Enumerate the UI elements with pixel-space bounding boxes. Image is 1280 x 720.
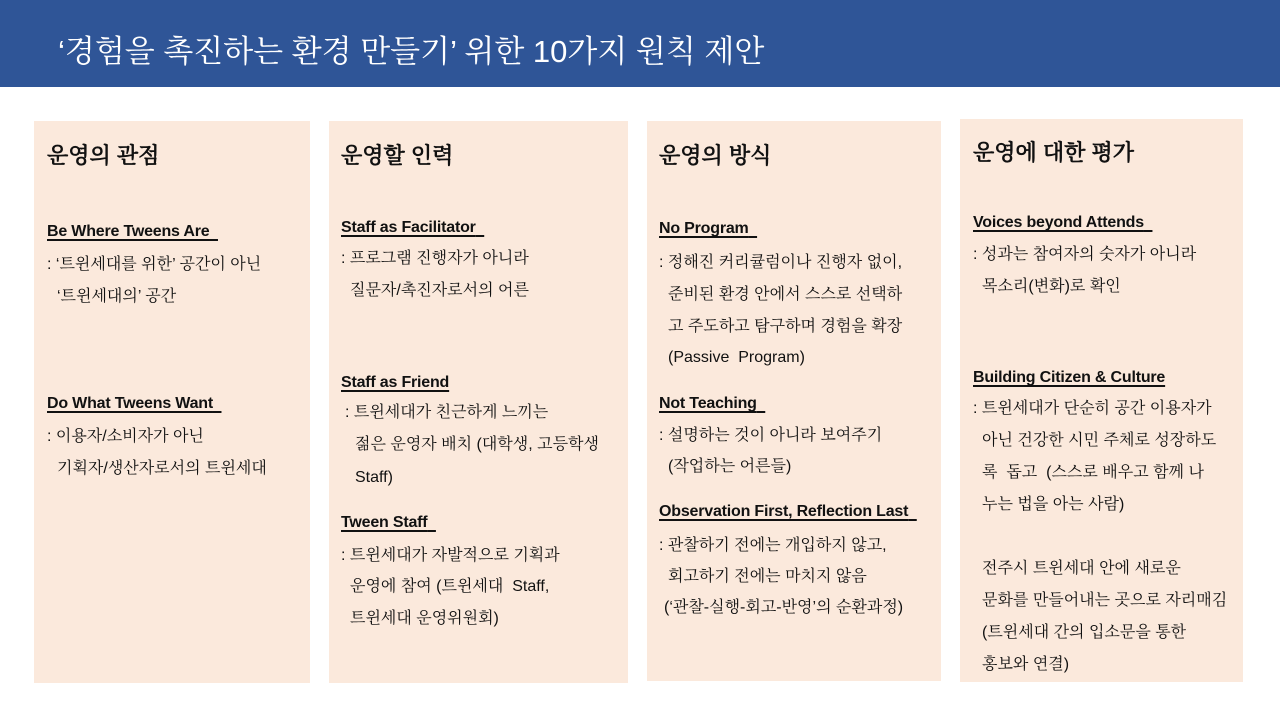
card-heading: 운영의 방식 bbox=[659, 143, 772, 168]
principle-description-line: 젊은 운영자 배치 (대학생, 고등학생 bbox=[355, 436, 599, 453]
principle-card-staffing bbox=[329, 121, 628, 683]
card-heading: 운영할 인력 bbox=[341, 143, 454, 168]
principle-description-line: : ‘트윈세대를 위한’ 공간이 아닌 bbox=[47, 256, 262, 273]
principle-title: Tween Staff bbox=[341, 514, 428, 531]
principle-card-method bbox=[647, 121, 941, 681]
principle-description-line: Staff) bbox=[355, 469, 393, 486]
card-heading: 운영의 관점 bbox=[47, 143, 160, 168]
principle-title: Do What Tweens Want bbox=[47, 395, 213, 412]
principle-title: Staff as Friend bbox=[341, 374, 450, 391]
principle-description-line: 록 돕고 (스스로 배우고 함께 나 bbox=[982, 464, 1204, 481]
principle-description-line: 준비된 환경 안에서 스스로 선택하 bbox=[668, 286, 903, 303]
principle-description-line: 기획자/생산자로서의 트윈세대 bbox=[57, 460, 267, 477]
principle-description-line: 운영에 참여 (트윈세대 Staff, bbox=[350, 578, 550, 595]
card-heading: 운영에 대한 평가 bbox=[973, 140, 1134, 165]
principle-title: Building Citizen & Culture bbox=[973, 369, 1166, 386]
principle-description-line: : 프로그램 진행자가 아니라 bbox=[341, 250, 529, 267]
principle-card-evaluation bbox=[960, 119, 1243, 682]
principle-description-line: : 성과는 참여자의 숫자가 아니라 bbox=[973, 246, 1197, 263]
principle-description-line: 트윈세대 운영위원회) bbox=[350, 610, 499, 627]
principle-description-line: 홍보와 연결) bbox=[982, 656, 1070, 673]
principle-description-line: : 이용자/소비자가 아닌 bbox=[47, 428, 204, 445]
principle-description-line: : 트윈세대가 자발적으로 기획과 bbox=[341, 547, 560, 564]
principle-description-line: : 정해진 커리큘럼이나 진행자 없이, bbox=[659, 254, 903, 271]
principle-title: Not Teaching bbox=[659, 395, 757, 412]
principle-description-line: 전주시 트윈세대 안에 새로운 bbox=[982, 560, 1181, 577]
principle-description-line: : 관찰하기 전에는 개입하지 않고, bbox=[659, 537, 887, 554]
slide-title: ‘경험을 촉진하는 환경 만들기’ 위한 10가지 원칙 제안 bbox=[58, 34, 765, 69]
slide-header bbox=[0, 0, 1280, 87]
principle-description-line: ‘트윈세대의’ 공간 bbox=[57, 288, 177, 305]
principle-title: Observation First, Reflection Last bbox=[659, 503, 909, 520]
principle-description-line: 목소리(변화)로 확인 bbox=[982, 278, 1121, 295]
principle-title: Staff as Facilitator bbox=[341, 219, 476, 236]
principle-description-line: 아닌 건강한 시민 주체로 성장하도 bbox=[982, 432, 1217, 449]
principle-description-line: : 트윈세대가 친근하게 느끼는 bbox=[345, 404, 549, 421]
principle-description-line: (작업하는 어른들) bbox=[668, 458, 792, 475]
principle-card-perspective bbox=[34, 121, 310, 683]
principle-description-line: : 트윈세대가 단순히 공간 이용자가 bbox=[973, 400, 1212, 417]
principle-description-line: (트윈세대 간의 입소문을 통한 bbox=[982, 624, 1187, 641]
principle-title: Voices beyond Attends bbox=[973, 214, 1144, 231]
principle-description-line: 질문자/촉진자로서의 어른 bbox=[350, 282, 529, 299]
principle-description-line: (‘관찰-실행-회고-반영’의 순환과정) bbox=[664, 599, 904, 616]
principle-title: No Program bbox=[659, 220, 749, 237]
principle-description-line: 누는 법을 아는 사람) bbox=[982, 496, 1125, 513]
principle-description-line: (Passive Program) bbox=[668, 349, 805, 366]
principle-description-line: 고 주도하고 탐구하며 경험을 확장 bbox=[668, 318, 903, 335]
principle-title: Be Where Tweens Are bbox=[47, 223, 210, 240]
principle-description-line: 문화를 만들어내는 곳으로 자리매김 bbox=[982, 592, 1228, 609]
principle-description-line: 회고하기 전에는 마치지 않음 bbox=[668, 568, 867, 585]
principle-description-line: : 설명하는 것이 아니라 보여주기 bbox=[659, 427, 883, 444]
